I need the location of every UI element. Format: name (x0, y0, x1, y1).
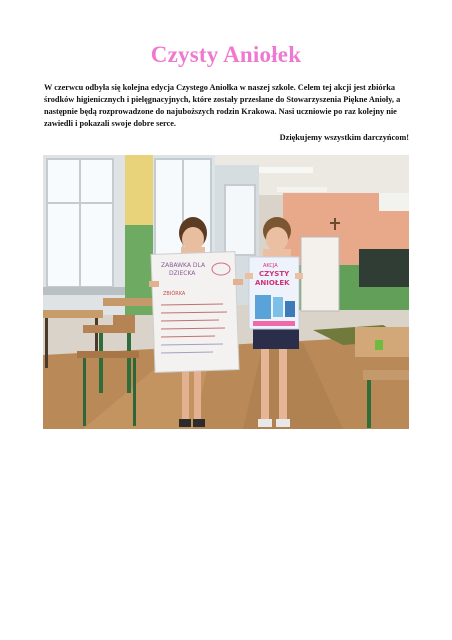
girl-right-leg (261, 349, 269, 421)
chair (77, 351, 139, 358)
desk (363, 370, 409, 380)
girl-left-leg (182, 367, 189, 423)
window (225, 185, 255, 255)
whiteboard (301, 237, 339, 311)
classroom-photo (43, 155, 409, 429)
poster-left-subheading: ZBIÓRKA (163, 291, 186, 297)
poster-right-heading: AKCJA (263, 263, 278, 269)
desk (43, 310, 103, 318)
svg-text:CZYSTY: CZYSTY (259, 270, 290, 278)
svg-text:DZIECKA: DZIECKA (169, 270, 196, 277)
girl-right-shorts (253, 327, 299, 349)
ceiling-light (277, 187, 327, 192)
desk (103, 298, 153, 306)
girl-right-face (266, 227, 288, 251)
air-conditioner (379, 193, 409, 211)
poster-left-heading: ZABAWKA DLA (161, 262, 206, 269)
classroom-photo-drawing (43, 155, 409, 429)
thanks-line: Dziękujemy wszystkim darczyńcom! (279, 133, 409, 142)
article-paragraph: W czerwcu odbyła się kolejna edycja Czystego Aniołka w naszej szkole. Celem tej akcji jest zbiórka środków higienicznych i pielęgnacyjnych, które zostały przesłane do Stowarzyszenia Piękne Anioły, a następnie będą rozprowadzone do najuboższych rodzin Krakowa. Nasi uczniowie po raz kolejny nie zawiedli i pokazali swoje dobre serce. (44, 83, 401, 128)
ceiling-light (253, 167, 313, 173)
svg-text:ANIOŁEK: ANIOŁEK (255, 279, 290, 287)
chalkboard (359, 249, 409, 287)
page-title: Czysty Aniołek (150, 42, 302, 67)
